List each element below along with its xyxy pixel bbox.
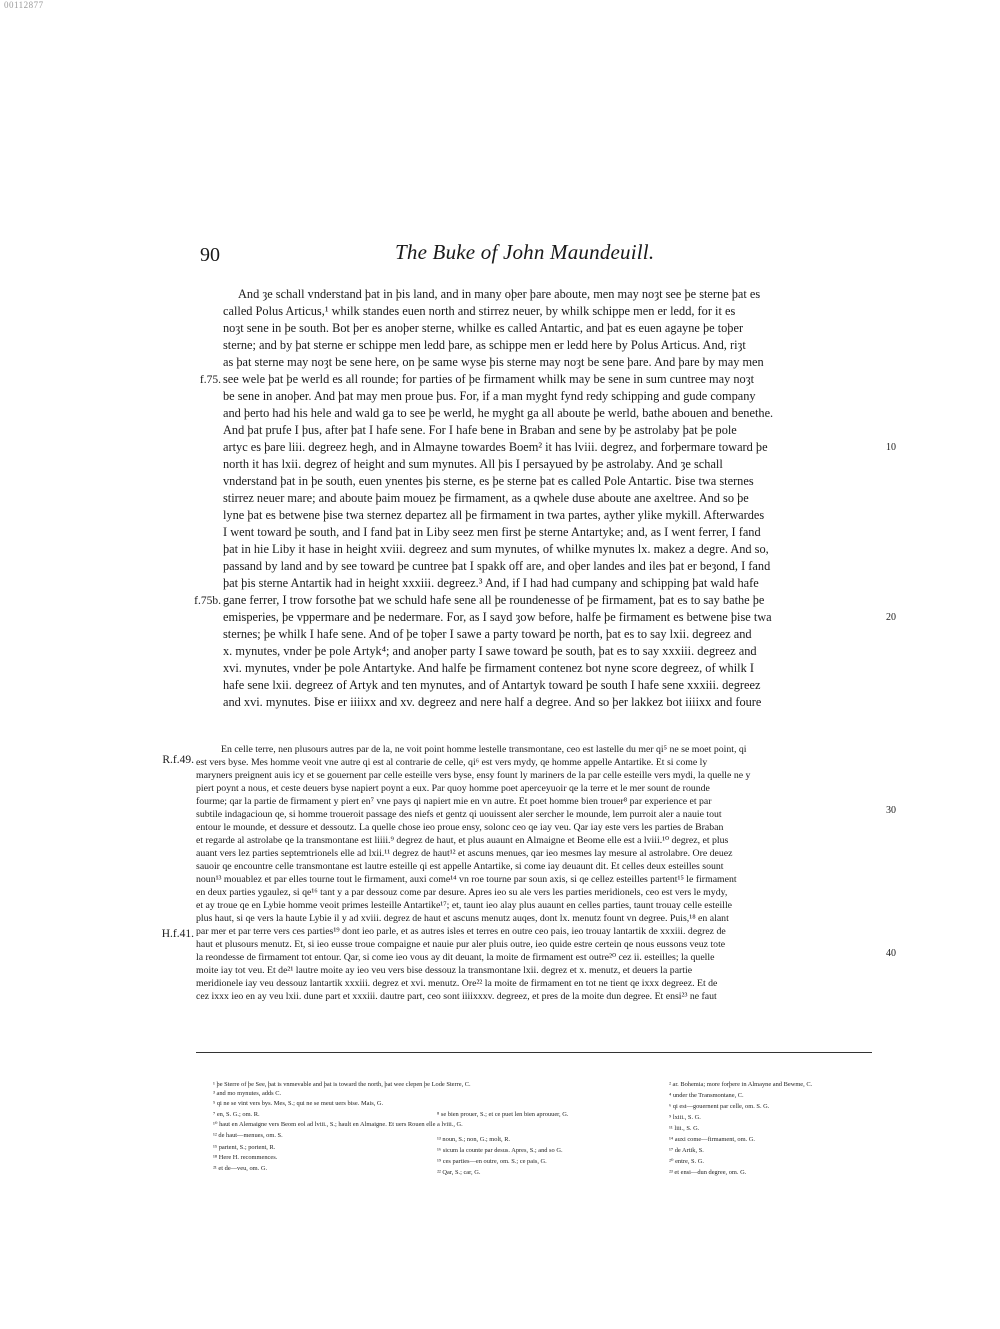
french-text-line: haut et plusours menutz. Et, si ieo eusse troue compaigne et nauie pur aler pluis outre, ieo quide estre certein qe nous eussons veuz tote bbox=[196, 939, 726, 950]
french-text-line: maryners preignent auis icy et se gouernent par celle esteille vers byse, ensy fount ly mariners de la par celle esteille vers mydi, la quelle ne y bbox=[196, 770, 751, 781]
french-text-line: par mer et par terre vers ces parties¹⁹ dont ieo parle, et as autres isles et terres en outre ceo pais, ieo trouay lantartik de xxxiii. degrez de bbox=[196, 926, 726, 937]
folio-margin-label: f.75b. bbox=[194, 595, 221, 607]
main-text-line: þat þis sterne Antartik had in height xxxiii. degreez.³ And, if I had had cumpany and schipping þat wald hafe bbox=[223, 576, 759, 590]
french-text-line: noun¹³ mouablez et par elles tourne tout le firmament, auxi come¹⁴ vn roe tourne par soun axis, si qe cellez esteilles partent¹⁵ le firmament bbox=[196, 874, 737, 885]
main-text-line: passand by land and by see toward þe cuntree þat I spakk off are, and oþer landes and iles þat er beȝond, I fand bbox=[223, 559, 771, 573]
french-text-line: est vers byse. Mes homme veoit vne autre qi est al contrarie de celle, qi⁶ est vers mydy, qe homme appelle Antartike. Et si come ly bbox=[196, 757, 708, 768]
footnote: ² ar. Bohemia; more forþere in Almayne and Bewme, C. bbox=[669, 1081, 813, 1088]
main-text-line: x. mynutes, vnder þe pole Artyk⁴; and anoþer party I sawe toward þe south, þat es to say xxxiii. degreez and bbox=[223, 644, 757, 658]
french-text-line: meridionele iay veu dessouz lantartik xxxiii. degrez et xvi. menutz. Ore²² la moite de firmament en tot ne tient qe ixxx degreez. Et de bbox=[196, 978, 718, 989]
footnote: ¹⁴ auxi come—firmament, om. G. bbox=[669, 1136, 755, 1143]
main-text-line: And ȝe schall vnderstand þat in þis land, and in many oþer þare aboute, men may noȝt see þe sterne þat es bbox=[238, 287, 761, 301]
french-text-line: auant vers lez parties septemtrionels elle ad lxii.¹¹ degrez de haut¹² et ascuns menues, qar ieo mesmes lay mesure al astrolabre. Ore deuez bbox=[196, 848, 733, 859]
footnote: ¹¹ liii., S. G. bbox=[669, 1125, 700, 1132]
main-text-line: lyne þat es betwene þise twa sternez departez all þe firmament in twa partes, ayther ylike mykill. Afterwardes bbox=[223, 508, 765, 522]
running-title: The Buke of John Maundeuill. bbox=[395, 240, 655, 264]
footnote: ²⁰ entre, S. G. bbox=[669, 1158, 705, 1165]
manuscript-margin-label: H.f.41. bbox=[161, 928, 194, 940]
main-text-line: see wele þat þe werld es all rounde; for parties of þe firmament whilk may be sene in sum cuntree may noȝt bbox=[223, 372, 755, 386]
footnote: ²¹ et de—veu, om. G. bbox=[213, 1165, 268, 1172]
french-text-line: piert poynt a nous, et ceste deuers byse napiert poynt a eux. Par quoy homme poet aperceyuoir qe la terre et le mer sount de rounde bbox=[196, 783, 710, 794]
french-text-line: cez ixxx ieo en ay veu lxii. dune part et xxxiii. dautre part, ceo sont iiiixxxv. degreez, et pres de la moite dun degree. Et ensi²³ ne faut bbox=[196, 991, 717, 1002]
main-text-line: called Polus Articus,¹ whilk standes euen north and stirrez neuer, by whilk schippe men er ledd, for it es bbox=[223, 304, 736, 318]
manuscript-margin-label: R.f.49. bbox=[162, 754, 194, 766]
footnote: ⁹ lxiii., S. G. bbox=[669, 1114, 701, 1121]
french-text-line: et ay troue qe en Lybie homme veoit primes lesteille Antartike¹⁷; et, taunt ieo alay plus auaunt en celles parties, taunt trouay celle esteille bbox=[196, 900, 733, 911]
footnote: ³ and mo mynutes, adds C. bbox=[213, 1090, 282, 1097]
main-text-line: be sene in anoþer. And þat may men proue þus. For, if a man myght fynd redy schipping and gude company bbox=[223, 389, 756, 403]
footnote: ²³ et ensi—dun degree, om. G. bbox=[669, 1169, 747, 1176]
main-text-line: sterne; and by þat sterne er schippe men ledd þare, as schippe men er ledd here by Polus Articus. And, riȝt bbox=[223, 338, 746, 352]
footnote: ¹⁰ haut en Alemaigne vers Beom eol ad lviii., S.; hault en Almaigne. Et uers Rouen elle a lviii., G. bbox=[213, 1121, 463, 1128]
main-text-line: sternes; þe whilk I hafe sene. And of þe toþer I sawe a party toward þe north, þat es to say lxii. degreez and bbox=[223, 627, 752, 641]
main-text-line: north it has lxii. degrez of height and sum mynutes. All þis I persayued by þe astrolaby. And ȝe schall bbox=[223, 457, 723, 471]
main-text-line: gane ferrer, I trow forsothe þat we schuld hafe sene all þe roundenesse of þe firmament, þat es to say bathe þe bbox=[223, 593, 765, 607]
footnote: ⁴ under the Transmontane, C. bbox=[669, 1092, 744, 1099]
footnote: ¹⁸ Here H. recommences. bbox=[213, 1154, 278, 1161]
main-text-line: artyc es þare liii. degreez hegh, and in Almayne towardes Boem² it has lviii. degrez, and forþermare toward þe bbox=[223, 440, 768, 454]
french-text-line: et regarde al astrolabe qe la transmontane est liiii.⁹ degrez de haut, et plus auaunt en Almaigne et Beome elle est a lviii.¹⁰ degrez, et plus bbox=[196, 835, 729, 846]
main-text-line: as þat sterne may noȝt be sene here, on þe same wyse þis sterne may noȝt be sene þare. And þare by may men bbox=[223, 355, 764, 369]
french-text-line: En celle terre, nen plusours autres par de la, ne voit point homme lestelle transmontane, ceo est lastelle du mer qi⁵ ne se moet point, qi bbox=[221, 744, 747, 755]
main-text-line: and xvi. mynutes. Þise er iiiixx and xv. degreez and nere half a degree. And so þer lakkez bot iiiixx and foure bbox=[223, 695, 762, 709]
footnote: ⁶ qi est—gouernent par celle, om. S. G. bbox=[669, 1103, 770, 1110]
main-text-line: And þat prufe I þus, after þat I hafe sene. For I hafe bene in Braban and sene by þe astrolaby þat þe pole bbox=[223, 423, 737, 437]
line-number: 40 bbox=[886, 948, 896, 959]
french-text-line: entour le mounde, et dessure et dessoutz. La quelle chose ieo proue ensy, solonc ceo qe iay veu. Qar iay este vers les parties de Braban bbox=[196, 822, 724, 833]
footnote-divider bbox=[196, 1052, 872, 1053]
french-text-line: en deux parties ygaulez, si qe¹⁶ tant y a par dessouz come par desure. Apres ieo su ale vers les parties meridionels, ceo est vers le mydy, bbox=[196, 887, 728, 898]
main-text-line: hafe sene lxii. degreez of Artyk and ten mynutes, and of Antartyk toward þe south I hafe sene xxxiii. degreez bbox=[223, 678, 761, 692]
main-text-line: emisperies, þe vppermare and þe nedermare. For, as I sayd ȝow before, halfe þe firmament es betwene þise twa bbox=[223, 610, 772, 624]
main-text-line: vnderstand þat in þe south, euen ynentes þis sterne, es þe sterne þat es called Pole Antartic. Þise twa sternes bbox=[223, 474, 754, 488]
main-text-line: stirrez neuer mare; and aboute þaim mouez þe firmament, as a qwhele duse aboute ane axeltree. And so þe bbox=[223, 491, 749, 505]
footnote: ¹³ noun, S.; non, G.; molt, R. bbox=[437, 1136, 511, 1143]
french-text-line: moite iay tot veu. Et de²¹ lautre moite ay ieo veu vers bise dessouz la transmontane lxii. degrez et x. menutz, et deuers la partie bbox=[196, 965, 693, 976]
french-text-line: subtile indagacioun qe, si homme troueroit passage des niefs et gentz qi uouissent aler sercher le mounde, lem purroit aler a nauie tout bbox=[196, 809, 722, 820]
footnote: ¹² de haut—menues, om. S. bbox=[213, 1132, 283, 1139]
footnote: ¹⁶ sicum la counte par desus. Apres, S.; and so G. bbox=[437, 1147, 563, 1154]
scan-id-mark: 00112877 bbox=[4, 0, 44, 10]
french-text-line: sauoir qe encountre celle transmontane est lautre esteille qi est appelle Antartike, si come iay deuaunt dit. Et celles deux esteilles sount bbox=[196, 861, 724, 872]
footnote: ⁵ qi ne se vint vers bys. Mes, S.; qui ne se meut uers bise. Mais, G. bbox=[213, 1100, 384, 1107]
line-number: 20 bbox=[886, 612, 896, 623]
main-text-line: and þerto had his hele and wald ga to see þe werld, he myght ga all aboute þe werld, bathe abouen and benethe. bbox=[223, 406, 774, 420]
footnote: ¹⁵ partent, S.; portent, R. bbox=[213, 1144, 276, 1151]
footnote: ²² Qar, S.; car, G. bbox=[437, 1169, 481, 1176]
footnote: ¹⁹ ces parties—en outre, om. S.; ce pais, G. bbox=[437, 1158, 547, 1165]
french-text-line: la reondesse de firmament tot entour. Qar, si come ieo vous ay dit deuant, la moite de firmament est outre²⁰ cez ii. esteilles; la quelle bbox=[196, 952, 715, 963]
main-text-line: noȝt sene in þe south. Bot þer es anoþer sterne, whilke es called Antartic, and þat es euen agayne þe toþer bbox=[223, 321, 744, 335]
folio-margin-label: f.75. bbox=[199, 374, 221, 386]
line-number: 10 bbox=[886, 442, 896, 453]
footnote: ¹⁷ de Artik, S. bbox=[669, 1147, 704, 1154]
main-text-line: þat in hie Liby it hase in height xviii. degreez and sum mynutes, of whilke mynutes lx. makez a degre. And so, bbox=[223, 542, 769, 556]
main-text-line: I went toward þe south, and I fand þat in Liby seez men first þe sterne Antartyke; and, as I went ferrer, I fand bbox=[223, 525, 761, 539]
footnote: ⁷ en, S. G.; om. R. bbox=[213, 1111, 260, 1118]
page-number: 90 bbox=[200, 244, 220, 266]
french-text-line: plus haut, si qe vers la haute Lybie il y ad xviii. degrez de haut et ascuns menutz auqes, dont lx. menutz fount vn degree. Puis,¹⁸ en alant bbox=[196, 913, 729, 924]
main-text-line: xvi. mynutes, vnder þe pole Antartyke. And halfe þe firmament contenez bot nyne score degreez, of whilk I bbox=[223, 661, 754, 675]
french-text-line: fourme; qar la partie de firmament y piert en⁷ vne pays qi napiert mie en vn autre. Et poet homme bien trouer⁸ par experience et par bbox=[196, 796, 712, 807]
footnote: ⁸ se bien prouer, S.; et ce puet len bien aprouuer, G. bbox=[437, 1111, 569, 1118]
line-number: 30 bbox=[886, 805, 896, 816]
footnote: ¹ þe Sterre of þe See, þat is vnmevable and þat is toward the north, þat wee clepen þe Lode Sterre, C. bbox=[213, 1081, 471, 1088]
